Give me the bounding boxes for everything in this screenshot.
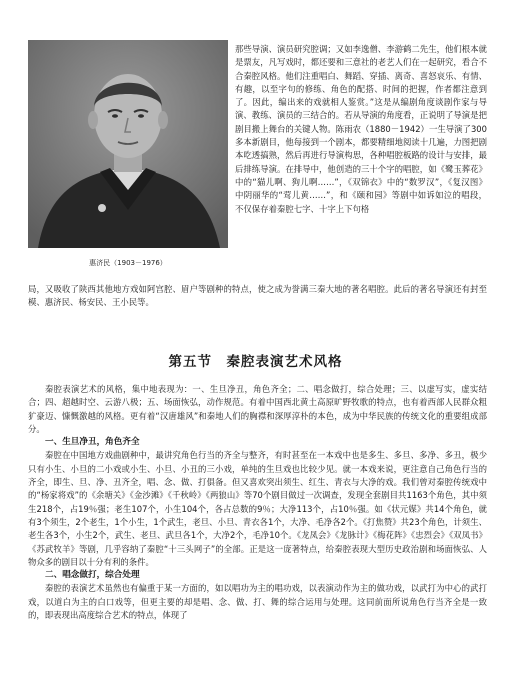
section-intro-paragraph: 秦腔表演艺术的风格，集中地表现为：一、生旦净丑，角色齐全；二、唱念做打，综合处理；三、以虚写实，虚实结合；四、超越时空、云游八极；五、场面恢弘，动作规范。有着中国西北黄土高原旷野牧歌的特点，也有着西部人民群众粗犷豪迈、慷慨激越的风格。更有着“汉唐雄风”和秦地人们的胸襟和深厚淳朴的本色，成为中华民族的传统文化的重要组成部分。: [28, 384, 487, 434]
section-title: 第五节 秦腔表演艺术风格: [168, 354, 343, 370]
photo-caption: 惠济民（1903－1976）: [89, 259, 167, 267]
portrait-image: [28, 40, 228, 248]
subsection-heading-2: 二、唱念做打，综合处理: [45, 570, 140, 581]
subsection-heading-1: 一、生旦净丑，角色齐全: [45, 437, 140, 448]
intro-paragraph-column: 那些导演、演员研究腔调；又如李逸僧、李游鹤二先生，他们根本就是票友，凡写戏时，都还要和三意社的老艺人们在一起研究，看合不合秦腔风格。他们注重唱白、舞蹈、穿插、离奇、喜怒哀乐、有情、有趣，以至字句的修练、角色的配搭、时间的把握，作者都注意到了。因此，编出来的戏就相人鉴赏。”这是从编剧角度谈剧作家与导演、教练、演员的三结合的。若从导演的角度看，正说明了导演是把剧目搬上舞台的关键人物。陈雨农（1880－1942）一生导演了300多本新剧目，他每接到一个剧本，都要精细地阅读十几遍，力图把剧本吃透搞熟，然后再进行导演构思，各种唱腔板路的设计与安排，最后排练导演。在排导中，他创造的三十个字的唱腔，如《鹭玉葬花》中的“猫儿啊、狗儿啊……”，《双锦衣》中的“数罗汉”，《复汉图》中阴丽华的“莺儿黄……”，和《颐和园》等剧中如诉如泣的唱段，不仅保存着秦腔七字、十字上下句格: [235, 44, 487, 214]
intro-paragraph-continued: 局，又吸收了陕西其他地方戏如阿宫腔、眉户等剧种的特点，使之成为誉满三秦大地的著名唱腔。此后的著名导演还有封至模、惠济民、杨安民、王小民等。: [28, 284, 487, 308]
subsection-1-paragraph: 秦腔在中国地方戏曲剧种中，最讲究角色行当的齐全与整齐，有时甚至在一本戏中也是多生、多旦、多净、多丑，极少只有小生、小旦的二小戏或小生、小旦、小丑的三小戏，单纯的生旦戏也比较少见。就一本戏来说，更注意自己角色行当的齐全，即生、旦、净、丑齐全，唱、念、做、打俱备。但又喜欢突出须生、红生、青衣与大净的戏。我们曾对秦腔传统戏中的“杨家将戏”的《余塘关》《金沙滩》《千秋岭》《两狼山》等70个剧目做过一次调查，发现全套剧目共1163个角色，其中须生218个，占19％强；老生107个，小生104个，各占总数的9％；大净113个，占10％强。如《状元媒》共14个角色，就有3个须生，2个老生，1个小生，1个武生，老旦、小旦、青衣各1个，大净、毛净各2个。《打焦赞》共23个角色，计须生、老生各3个，小生2个，武生、老旦、武旦各1个，大净2个，毛净10个。《龙凤会》《龙脉计》《梅花阵》《忠烈会》《双凤书》《苏武牧羊》等剧，几乎容纳了秦腔“十三头网子”的全部。正是这一庞著特点，给秦腔表现大型历史政治剧和场面恢弘、人物众多的剧目以十分有利的条件。: [28, 450, 487, 567]
section-body: [28, 383, 487, 622]
subsection-2-paragraph: 秦腔的表演艺术虽然也有偏重于某一方面的，如以唱功为主的唱功戏，以表演动作为主的做功戏，以武打为中心的武打戏，以道白为主的白口戏等，但更主要的却是唱、念、做、打、舞的综合运用与处理。这同前面所说角色行当齐全是一致的，即表现出高度综合艺术的特点，体现了: [28, 583, 487, 621]
portrait-photo: [28, 40, 228, 248]
